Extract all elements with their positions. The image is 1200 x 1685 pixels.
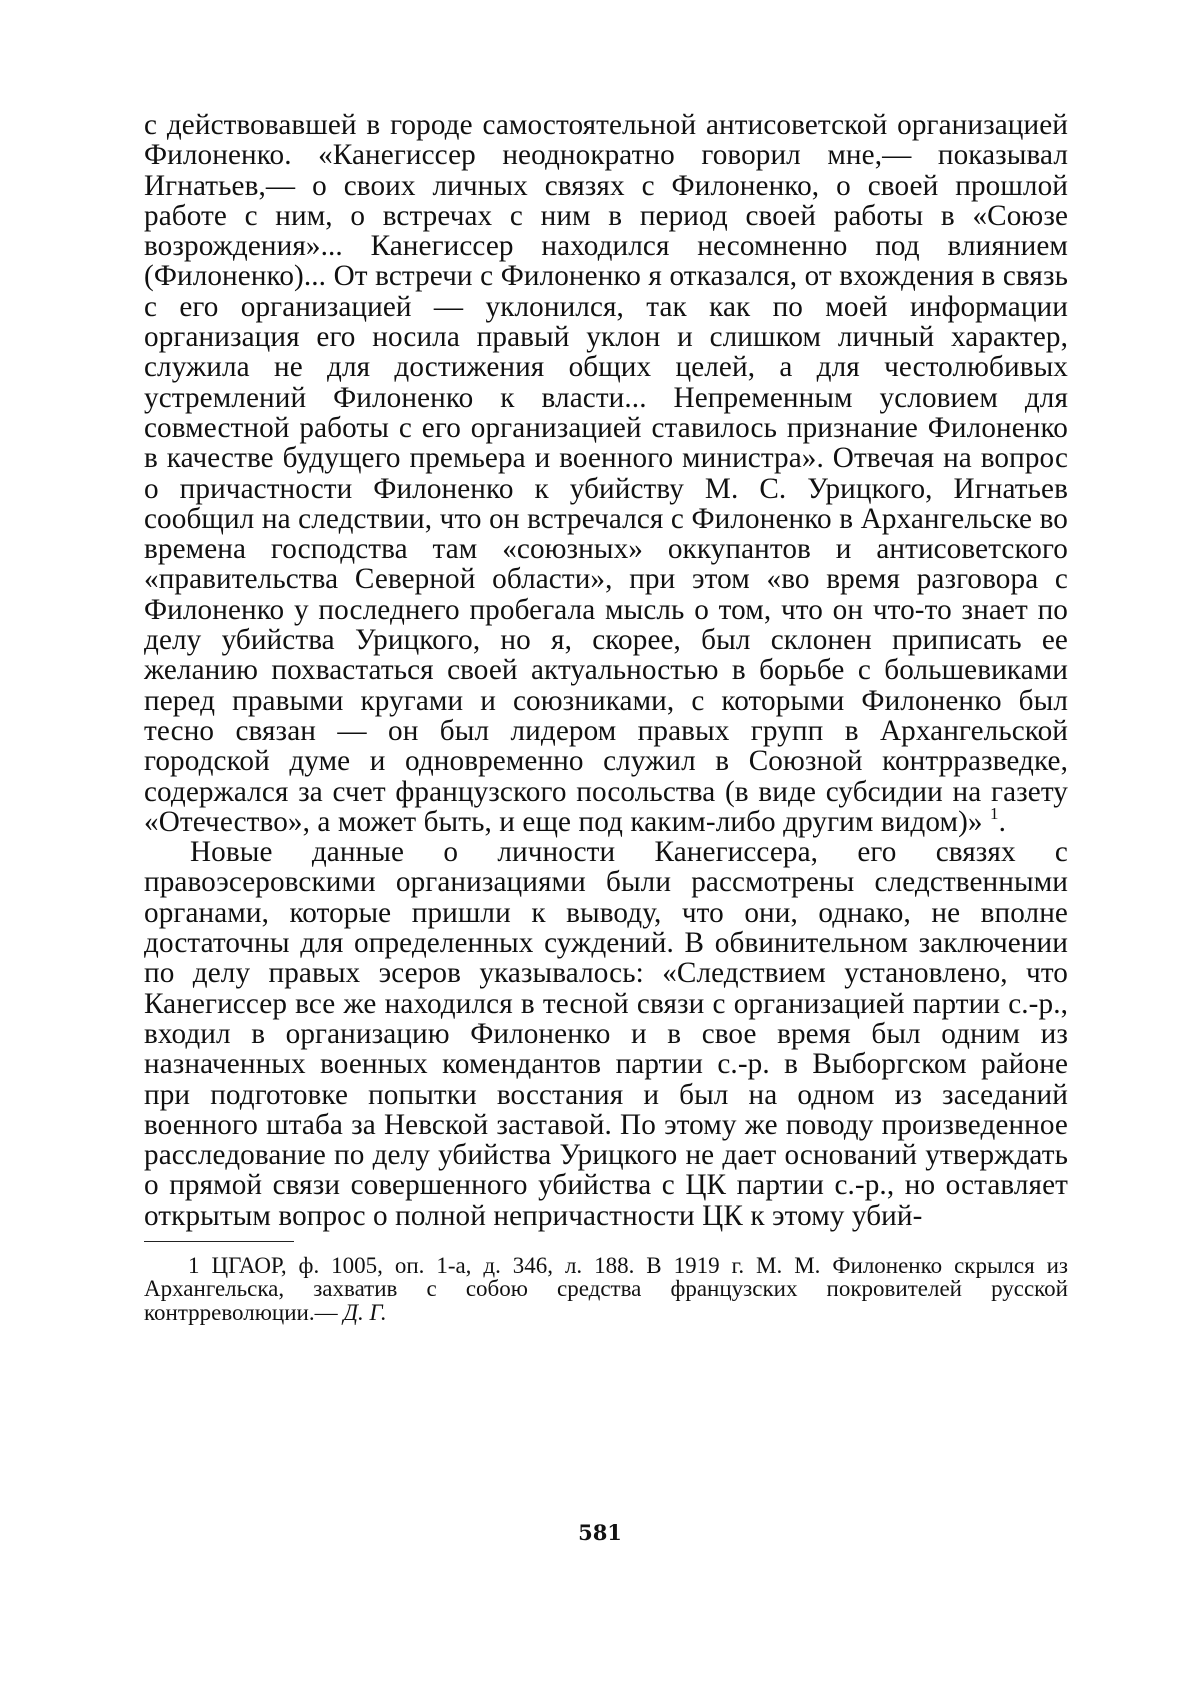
footnote-divider [144,1241,294,1242]
paragraph-2: Новые данные о личности Канегиссера, его связях с правоэсеровскими организациями были рассмотрены следственными органами, которые пришли к выводу, что они, однако, не вполне достаточны для определенных суждений. В обвинительном заключении по делу правых эсеров указывалось: «Следствием установлено, что Канегиссер все же находился в тесной связи с организацией партии с.-р., входил в организацию Филоненко и в свое время был одним из назначенных военных комендантов партии с.-р. в Выборгском районе при подготовке попытки восстания и был на одном из заседаний военного штаба за Невской заставой. По этому же поводу произведенное расследование по делу убийства Урицкого не дает оснований утверждать о прямой связи совершенного убийства с ЦК партии с.-р., но оставляет открытым вопрос о полной непричастности ЦК к этому убий- [144,836,1068,1232]
page-content [144,110,1068,1324]
page-number: 581 [578,1520,622,1545]
footnote [144,1254,1068,1325]
footnote-text: ЦГАОР, ф. 1005, оп. 1-а, д. 346, л. 188. В 1919 г. М. М. Филоненко скрылся из Архангельска, захватив с собою средства французских покровителей русской контрреволюции.— [144,1252,1069,1325]
main-text [144,110,1068,1231]
footnote-signature: Д. Г. [343,1299,387,1325]
paragraph-1: с действовавшей в городе самостоятельной антисоветской организацией Филоненко. «Канегиссер неоднократно говорил мне,— показывал Игнатьев,— о своих личных связях с Филоненко, о своей прошлой работе с ним, о встречах с ним в период своей работы в «Союзе возрождения»... Канегиссер находился несомненно под влиянием (Филоненко)... От встречи с Филоненко я отказался, от вхождения в связь с его организацией — уклонился, так как по моей информации организация его носила правый уклон и слишком личный характер, служила не для достижения общих целей, а для честолюбивых устремлений Филоненко к власти... Непременным условием для совместной работы с его организацией ставилось признание Филоненко в качестве будущего премьера и военного министра». Отвечая на вопрос о причастности Филоненко к убийству М. С. Урицкого, Игнатьев сообщил на следствии, что он встречался с Филоненко в Архангельске во времена господства там «союзных» оккупантов и антисоветского «правительства Северной области», при этом «во время разговора с Филоненко у последнего пробегала мысль о том, что он что-то знает по делу убийства Урицкого, но я, скорее, был склонен приписать ее желанию похвастаться своей актуальностью в борьбе с большевиками перед правыми кругами и союзниками, с которыми Филоненко был тесно связан — он был лидером правых групп в Архангельской городской думе и одновременно служил в Союзной контрразведке, содержался за счет французского посольства (в виде субсидии на газету «Отечество», а может быть, и еще под каким-либо другим видом)» $^1$. [144,109,1068,838]
footnote-reference: 1 [990,803,999,823]
paragraph-1-text: с действовавшей в городе самостоятельной антисоветской организацией Филоненко. «Канегиссер неоднократно говорил мне,— показывал Игнатьев,— о своих личных связях с Филоненко, о своей прошлой работе с ним, о встречах с ним в период своей работы в «Союзе возрождения»... Канегиссер находился несомненно под влиянием (Филоненко)... От встречи с Филоненко я отказался, от вхождения в связь с его организацией — уклонился, так как по моей информации организация его носила правый уклон и слишком личный характер, служила не для достижения общих целей, а для честолюбивых устремлений Филоненко к власти... Непременным условием для совместной работы с его организацией ставилось признание Филоненко в качестве будущего премьера и военного министра». Отвечая на вопрос о причастности Филоненко к убийству М. С. Урицкого, Игнатьев сообщил на следствии, что он встречался с Филоненко в Архангельске во времена господства там «союзных» оккупантов и антисоветского «правительства Северной области», при этом «во время разговора с Филоненко у последнего пробегала мысль о том, что он что-то знает по делу убийства Урицкого, но я, скорее, был склонен приписать ее желанию похвастаться своей актуальностью в борьбе с большевиками перед правыми кругами и союзниками, с которыми Филоненко был тесно связан — он был лидером правых групп в Архангельской городской думе и одновременно служил в Союзной контрразведке, содержался за счет французского посольства (в виде субсидии на газету «Отечество», а может быть, и еще под каким-либо другим видом)» [144,109,1068,838]
footnote-marker: 1 [188,1252,200,1278]
